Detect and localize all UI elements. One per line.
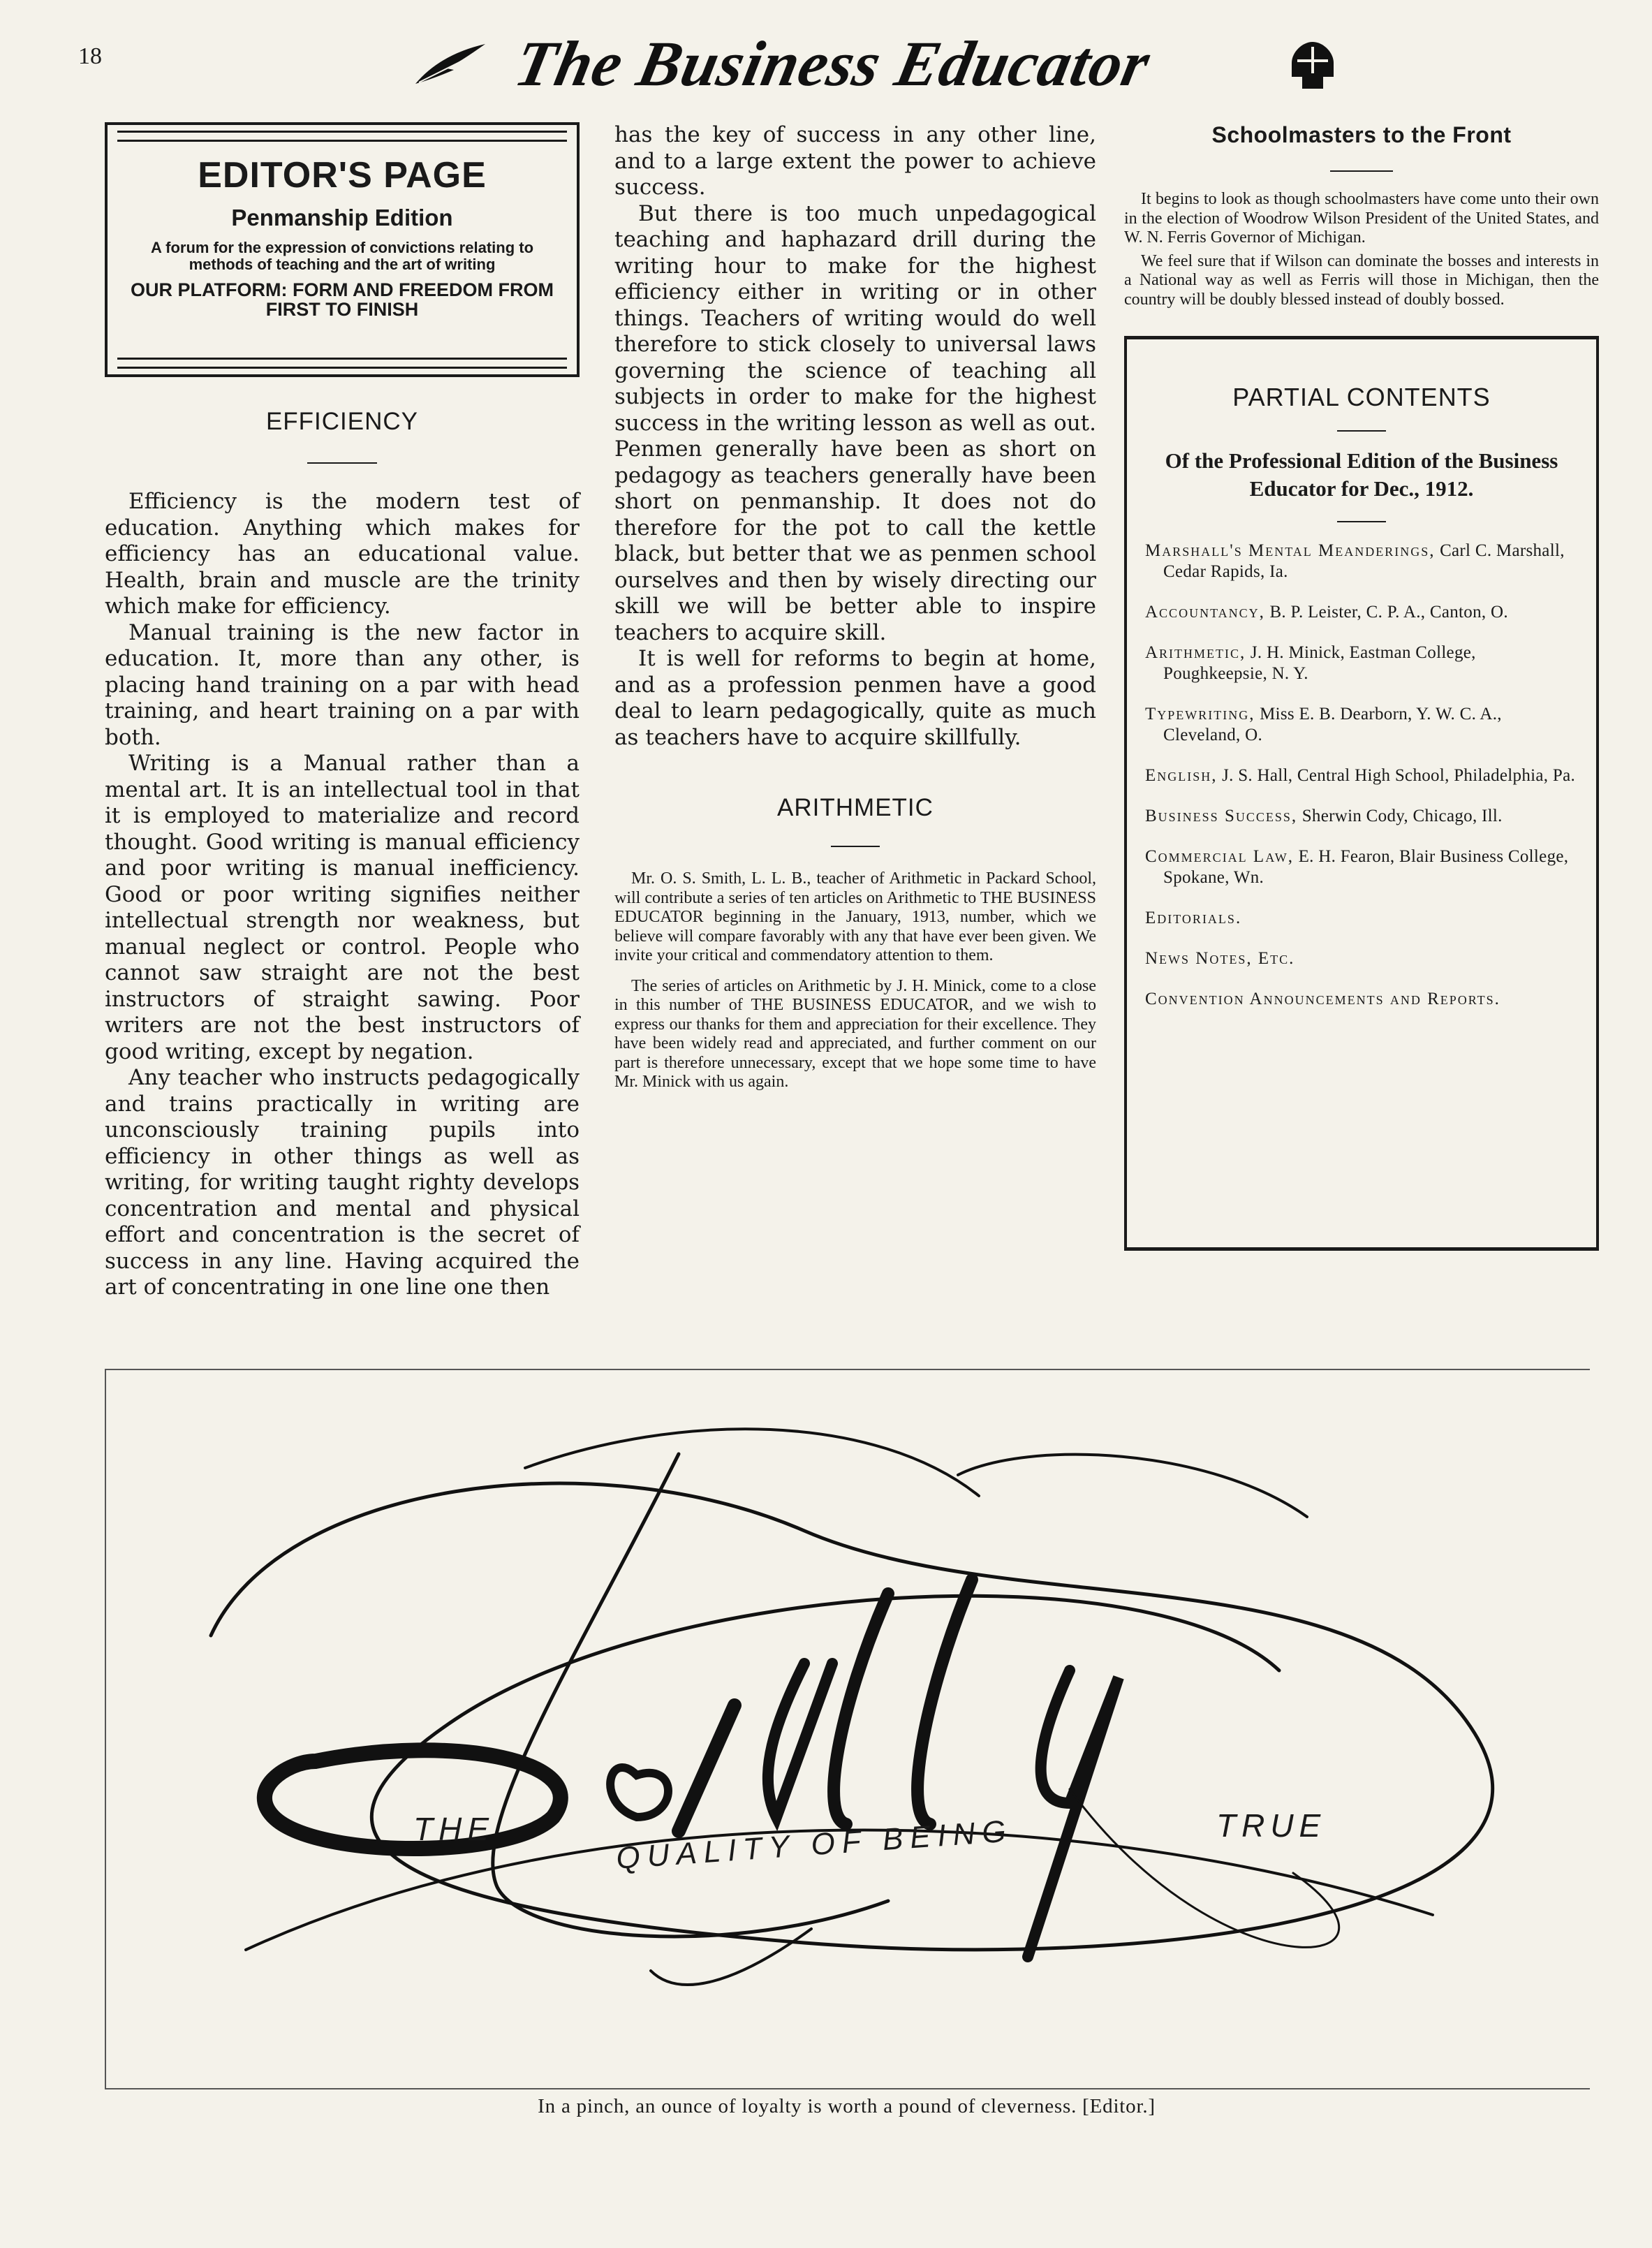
paragraph: Mr. O. S. Smith, L. L. B., teacher of Arithmetic in Packard School, will contribute a series of ten articles on Arithmetic to THE BUSINESS EDUCATOR beginning in the January, 1913, number, which we believe will compare favorably with any that have ever been given. We invite your critical and commendatory attention to them. <box>614 869 1096 964</box>
loyalty-flourish <box>106 1370 1590 2089</box>
paragraph: Writing is a Manual rather than a mental art. It is an intellectual tool in that it is employed to materialize and record thought. Good writing is manual efficiency and poor writing is manual inefficiency. Good or poor writing signifies neither intellectual strength nor weakness, but manual neglect or control. People who cannot saw straight are not the best instructors of straight sawing. Poor writers are not the best instructors of good writing, except by negation. <box>105 751 580 1064</box>
editor-box-title: EDITOR'S PAGE <box>198 155 487 196</box>
paragraph: has the key of success in any other line, and to a large extent the power to achieve success. <box>614 122 1096 200</box>
arithmetic-heading: ARITHMETIC <box>777 794 934 821</box>
contents-list <box>1145 541 1578 1010</box>
divider <box>307 462 377 464</box>
masthead-title: The Business Educator <box>509 28 1157 99</box>
efficiency-article <box>105 489 580 1301</box>
divider <box>1337 430 1386 432</box>
paragraph: It is well for reforms to begin at home, and as a profession penmen have a good deal to learn pedagogically, quite as much as teachers have to acquire skillfully. <box>614 646 1096 750</box>
schoolmasters-article <box>1124 190 1599 309</box>
list-item: Accountancy, B. P. Leister, C. P. A., Canton, O. <box>1145 603 1508 622</box>
divider <box>1337 521 1386 522</box>
arithmetic-article <box>614 869 1096 1092</box>
list-item: Marshall's Mental Meanderings, Carl C. Marshall, Cedar Rapids, Ia. <box>1145 541 1565 581</box>
partial-contents-title: PARTIAL CONTENTS <box>1232 383 1491 411</box>
editor-box-platform: OUR PLATFORM: FORM AND FREEDOM FROM FIRST TO FINISH <box>131 279 554 320</box>
list-item: English, J. S. Hall, Central High School, Philadelphia, Pa. <box>1145 766 1576 785</box>
masthead <box>412 21 1348 98</box>
artwork-left-text: THE <box>413 1811 494 1847</box>
quill-icon <box>412 41 489 89</box>
loyalty-artwork <box>105 1369 1590 2089</box>
page-number: 18 <box>78 43 102 69</box>
efficiency-article-continued <box>614 122 1096 751</box>
column-left <box>105 122 580 1301</box>
paragraph: Manual training is the new factor in education. It, more than any other, is placing hand training on a par with head training, and heart training on a par with both. <box>105 619 580 750</box>
artwork-arc-text: QUALITY OF BEING <box>614 1814 1015 1876</box>
paragraph: We feel sure that if Wilson can dominate the bosses and interests in a National way as well as Ferris will those in Michigan, then the country will be doubly blessed instead of doubly bossed. <box>1124 251 1599 309</box>
schoolmasters-heading: Schoolmasters to the Front <box>1211 122 1512 147</box>
paragraph: It begins to look as though schoolmasters have come unto their own in the election of Woodrow Wilson President of the United States, and W. N. Ferris Governor of Michigan. <box>1124 190 1599 247</box>
list-item: Business Success, Sherwin Cody, Chicago, Ill. <box>1145 807 1503 825</box>
artwork-caption: In a pinch, an ounce of loyalty is worth a pound of cleverness. [Editor.] <box>538 2095 1156 2117</box>
list-item: Arithmetic, J. H. Minick, Eastman College, Poughkeepsie, N. Y. <box>1145 643 1476 683</box>
list-item: Editorials. <box>1145 909 1242 927</box>
efficiency-heading: EFFICIENCY <box>265 408 419 435</box>
editor-box <box>105 122 580 377</box>
paragraph: Any teacher who instructs pedagogically and trains practically in writing are unconsciously training pupils into efficiency in other things as well as writing, for writing taught righty develops concentration and mental and physical effort and concentration is the secret of success in any line. Having acquired the art of concentrating in one line one then <box>105 1065 580 1300</box>
column-middle <box>614 122 1096 1103</box>
ornament-icon <box>1285 38 1341 94</box>
partial-contents-box <box>1124 336 1599 1251</box>
list-item: Typewriting, Miss E. B. Dearborn, Y. W. C. A., Cleveland, O. <box>1145 705 1502 744</box>
column-right <box>1124 122 1599 1251</box>
editor-box-description: A forum for the expression of convictions relating to methods of teaching and the art of writing <box>150 239 534 273</box>
divider <box>1330 170 1393 172</box>
editor-box-subtitle: Penmanship Edition <box>231 205 453 230</box>
list-item: Commercial Law, E. H. Fearon, Blair Business College, Spokane, Wn. <box>1145 847 1569 887</box>
list-item: Convention Announcements and Reports. <box>1145 990 1500 1008</box>
artwork-right-text: TRUE <box>1216 1807 1327 1844</box>
partial-contents-subtitle: Of the Professional Edition of the Business Educator for Dec., 1912. <box>1165 448 1558 501</box>
divider <box>831 846 880 847</box>
list-item: News Notes, Etc. <box>1145 949 1295 968</box>
paragraph: The series of articles on Arithmetic by J. H. Minick, come to a close in this number of THE BUSINESS EDUCATOR, and we wish to express our thanks for them and appreciation for their excellence. They have been widely read and appreciated, and further comment on our part is therefore unnecessary, except that we hope some time to have Mr. Minick with us again. <box>614 976 1096 1091</box>
paragraph: Efficiency is the modern test of education. Anything which makes for efficiency has an educational value. Health, brain and muscle are the trinity which make for efficiency. <box>105 489 580 619</box>
paragraph: But there is too much unpedagogical teaching and haphazard drill during the writing hour to make for the highest efficiency either in writing or in other things. Teachers of writing would do well therefore to stick closely to universal laws governing the science of teaching all subjects in order to make for the highest success in the writing lesson as well as out. Penmen generally have been as short on pedagogy as teachers generally have been short on penmanship. It does not do therefore for the pot to call the kettle black, but better that we as penmen school ourselves and then by wisely directing our skill we will be better able to inspire teachers to acquire skill. <box>614 200 1096 645</box>
